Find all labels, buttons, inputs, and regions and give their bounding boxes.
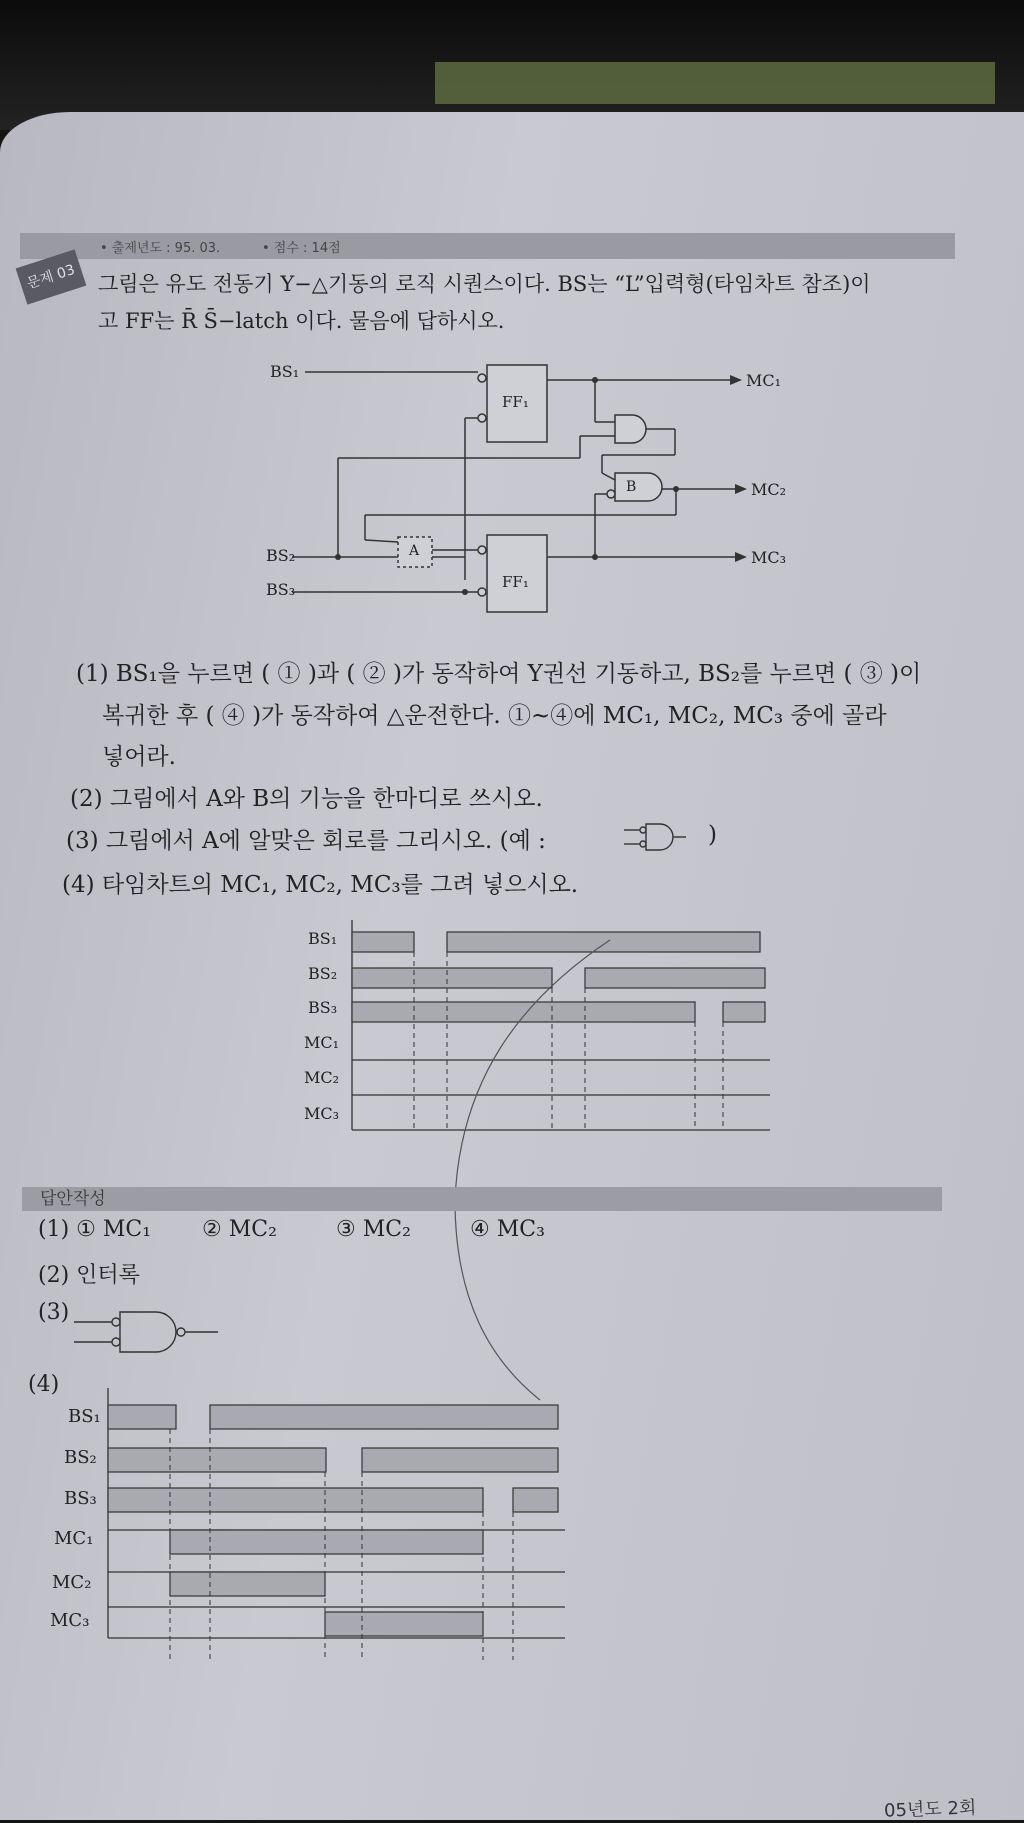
ans-tc-label-mc1: MC₁: [54, 1528, 94, 1549]
answer-1-item-1: (1) ① MC₁: [38, 1217, 152, 1242]
question-line-1: 그림은 유도 전동기 Y−△기동의 로직 시퀀스이다. BS는 “L”입력형(타임차트 참조)이: [98, 272, 871, 296]
year-label: • 출제년도 : 95. 03.: [100, 241, 221, 256]
ans-tc-label-bs2: BS₂: [64, 1447, 97, 1468]
tc-label-mc3: MC₃: [304, 1104, 340, 1123]
sub-question-1-line-1: (1) BS₁을 누르면 ( ① )과 ( ② )가 동작하여 Y권선 기동하고, BS₂를 누르면 ( ③ )이: [76, 661, 922, 687]
label-gate-a: A: [409, 543, 420, 559]
score-label: • 점수 : 14점: [262, 241, 341, 256]
sub-question-1-line-2: 복귀한 후 ( ④ )가 동작하여 △운전한다. ①~④에 MC₁, MC₂, MC₃ 중에 골라: [102, 703, 887, 729]
label-bs2: BS₂: [266, 546, 296, 565]
tc-label-mc2: MC₂: [304, 1068, 340, 1087]
footer-page-label: 05년도 2회: [883, 1797, 977, 1822]
label-mc2: MC₂: [751, 480, 787, 499]
tc-label-mc1: MC₁: [304, 1033, 340, 1052]
answer-1-item-2: ② MC₂: [202, 1217, 277, 1242]
label-ff-bottom: FF₁: [502, 573, 529, 591]
sub-question-3-close: ): [708, 822, 717, 848]
answer-2: (2) 인터록: [38, 1263, 140, 1288]
sub-question-1-line-3: 넣어라.: [102, 744, 176, 770]
sub-question-4: (4) 타임차트의 MC₁, MC₂, MC₃를 그려 넣으시오.: [62, 872, 579, 898]
answer-header: 답안작성: [40, 1189, 106, 1209]
tc-label-bs1: BS₁: [308, 929, 338, 948]
label-ff-top: FF₁: [502, 393, 529, 411]
question-line-2: 고 FF는 R̄ S̄−latch 이다. 물음에 답하시오.: [98, 309, 505, 333]
answer-1-item-4: ④ MC₃: [470, 1217, 545, 1242]
tc-label-bs2: BS₂: [308, 964, 338, 983]
ans-tc-label-mc2: MC₂: [52, 1572, 92, 1593]
answer-1-item-3: ③ MC₂: [336, 1217, 411, 1242]
label-mc3: MC₃: [751, 548, 787, 567]
ans-tc-label-bs3: BS₃: [64, 1488, 97, 1509]
label-mc1: MC₁: [746, 371, 782, 390]
label-bs1: BS₁: [270, 362, 300, 381]
tc-label-bs3: BS₃: [308, 998, 338, 1017]
ans-tc-label-bs1: BS₁: [68, 1406, 101, 1427]
sub-question-2: (2) 그림에서 A와 B의 기능을 한마디로 쓰시오.: [70, 786, 543, 812]
answer-3-label: (3): [38, 1300, 70, 1325]
ans-tc-label-mc3: MC₃: [50, 1610, 90, 1631]
sub-question-3: (3) 그림에서 A에 알맞은 회로를 그리시오. (예 :: [66, 828, 546, 854]
problem-badge: 문제 03: [16, 249, 87, 304]
label-bs3: BS₃: [266, 580, 296, 599]
label-gate-b: B: [626, 479, 637, 495]
answer-4-label: (4): [28, 1372, 60, 1397]
